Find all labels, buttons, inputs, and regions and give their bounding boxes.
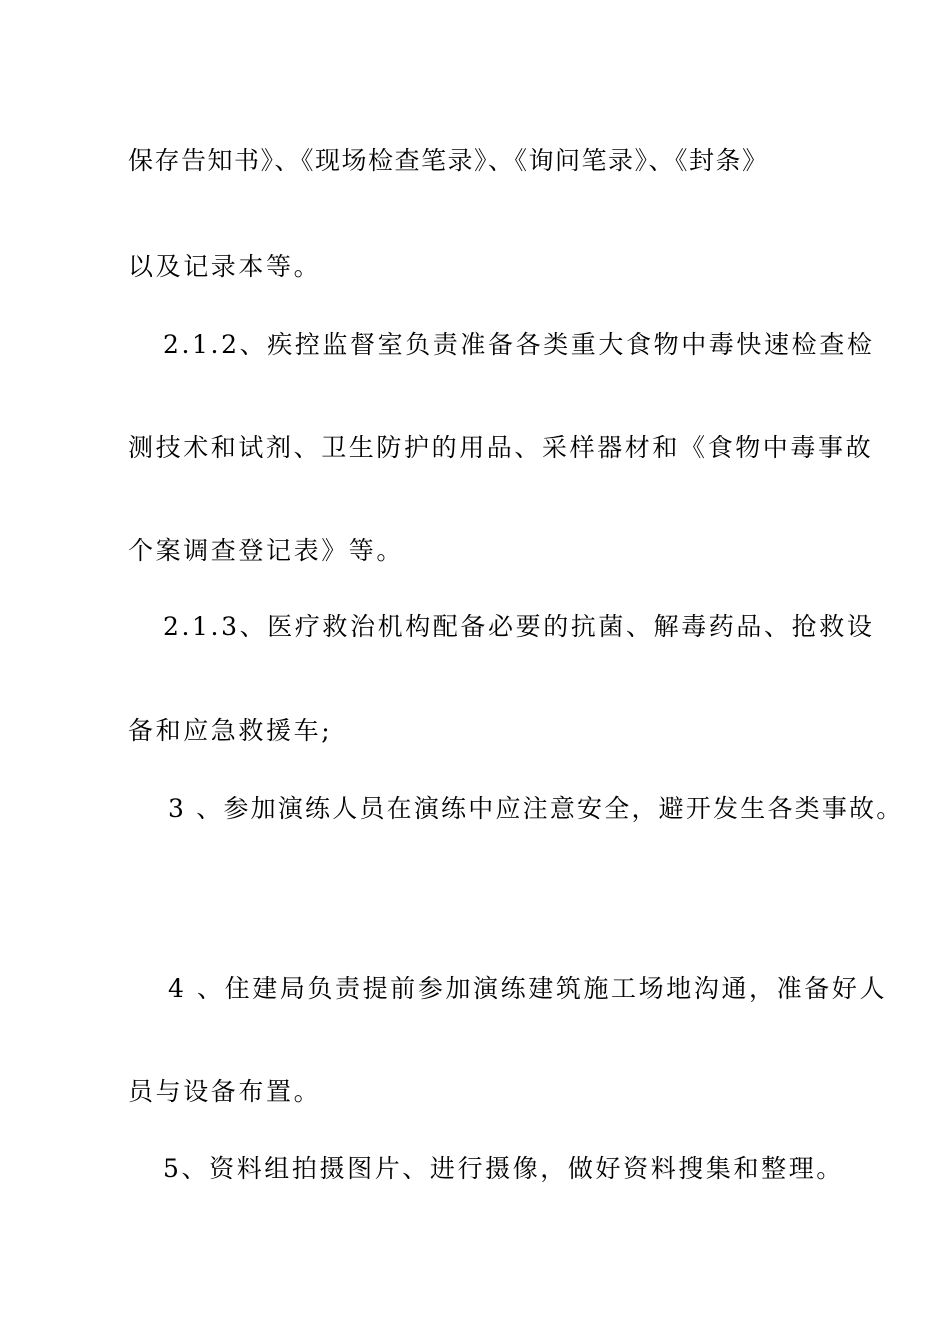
paragraph-3: 3 、参加演练人员在演练中应注意安全，避开发生各类事故。 xyxy=(168,794,904,823)
text-line-7: 备和应急救援车; xyxy=(128,716,333,745)
paragraph-2-1-2-start: 2.1.2、疾控监督室负责准备各类重大食物中毒快速检查检 xyxy=(163,330,875,359)
paragraph-5: 5、资料组拍摄图片、进行摄像，做好资料搜集和整理。 xyxy=(163,1154,844,1183)
paragraph-4-start: 4 、住建局负责提前参加演练建筑施工场地沟通，准备好人 xyxy=(168,974,888,1003)
text-line-1: 保存告知书》、《现场检查笔录》、《询问笔录》、《封条》 xyxy=(128,146,769,175)
text-line-2: 以及记录本等。 xyxy=(128,252,322,281)
paragraph-2-1-3-start: 2.1.3、医疗救治机构配备必要的抗菌、解毒药品、抢救设 xyxy=(163,612,875,641)
text-line-10: 员与设备布置。 xyxy=(128,1077,322,1106)
text-line-5: 个案调查登记表》等。 xyxy=(128,536,405,565)
text-line-4: 测技术和试剂、卫生防护的用品、采样器材和《食物中毒事故 xyxy=(128,433,874,462)
